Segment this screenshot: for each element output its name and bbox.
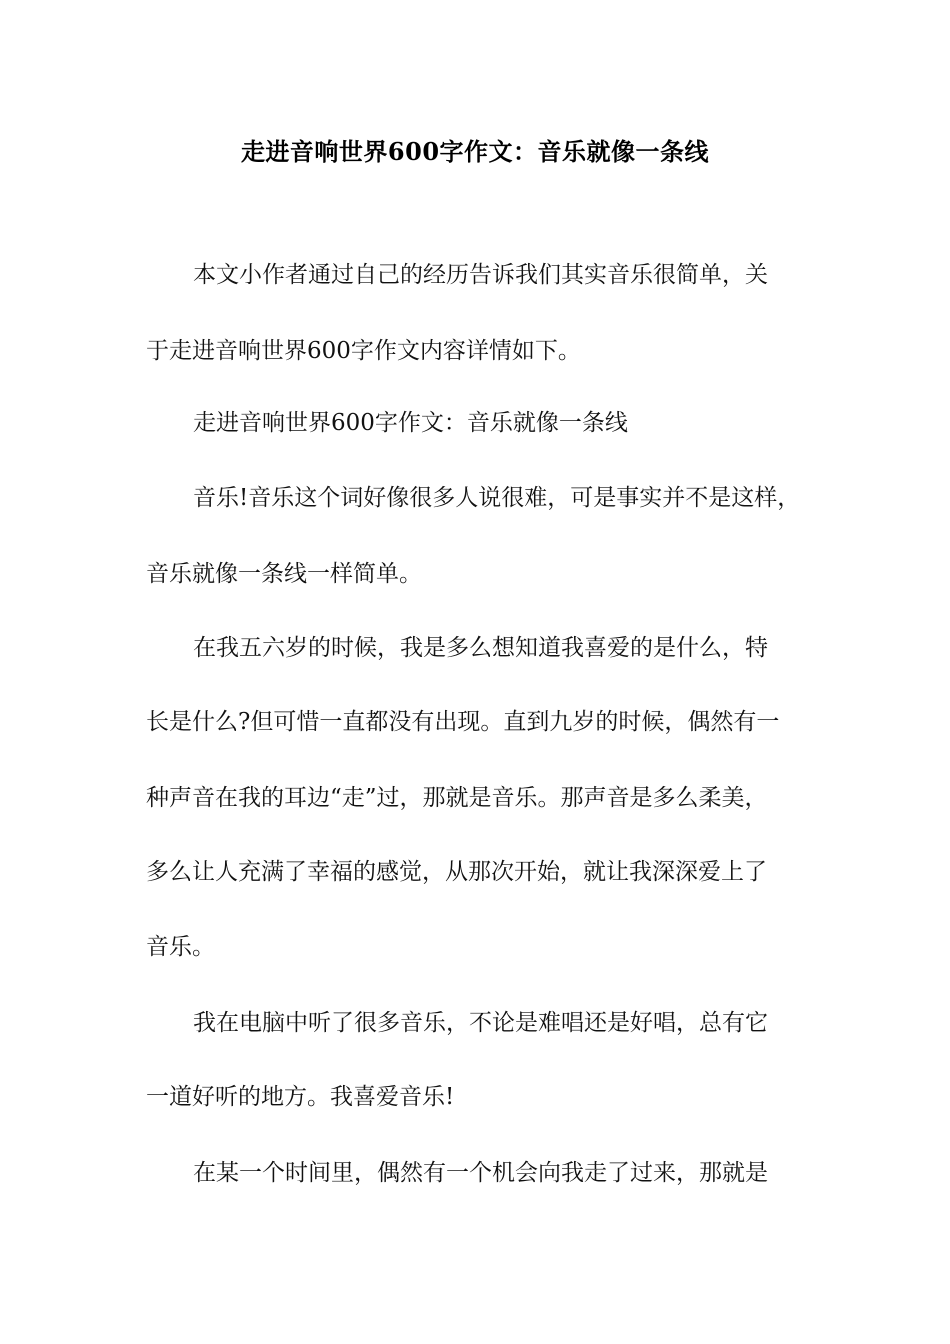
paragraph-line: 我在电脑中听了很多音乐，不论是难唱还是好唱，总有它 [193, 1010, 768, 1036]
paragraph-line: 在我五六岁的时候，我是多么想知道我喜爱的是什么，特 [193, 635, 768, 661]
paragraph-line: 本文小作者通过自己的经历告诉我们其实音乐很简单，关 [193, 262, 768, 288]
document-title: 走进音响世界600字作文：音乐就像一条线 [240, 137, 710, 166]
paragraph-line: 一道好听的地方。我喜爱音乐! [146, 1084, 455, 1110]
paragraph-line: 走进音响世界600字作文：音乐就像一条线 [193, 410, 628, 436]
paragraph-line: 长是什么?但可惜一直都没有出现。直到九岁的时候，偶然有一 [146, 709, 780, 735]
paragraph-line: 音乐。 [146, 934, 215, 960]
paragraph-line: 在某一个时间里，偶然有一个机会向我走了过来，那就是 [193, 1160, 768, 1186]
paragraph-line: 多么让人充满了幸福的感觉，从那次开始，就让我深深爱上了 [146, 859, 767, 885]
paragraph-line: 于走进音响世界600字作文内容详情如下。 [146, 338, 581, 364]
paragraph-line: 种声音在我的耳边“走”过，那就是音乐。那声音是多么柔美， [146, 785, 768, 811]
paragraph-line: 音乐!音乐这个词好像很多人说很难，可是事实并不是这样， [193, 485, 801, 511]
paragraph-line: 音乐就像一条线一样简单。 [146, 561, 422, 587]
